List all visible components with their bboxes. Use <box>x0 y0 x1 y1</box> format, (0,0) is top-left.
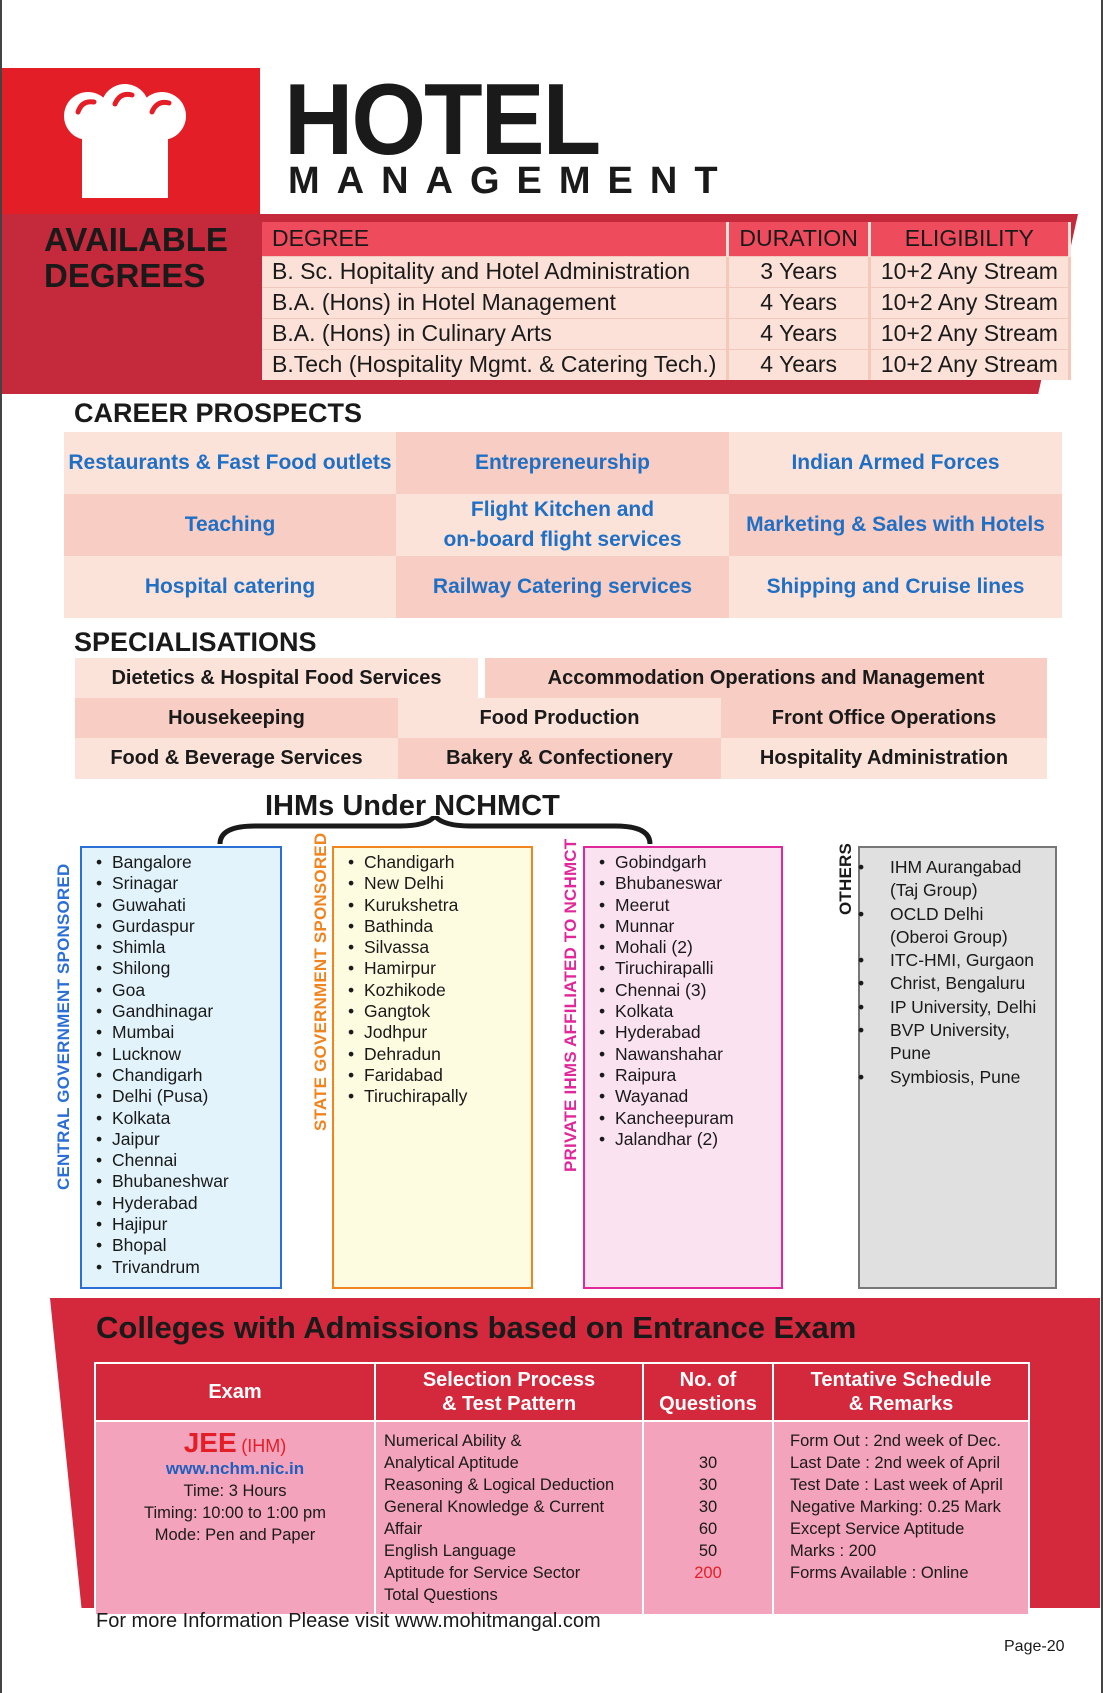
ihm-list-item: • Jaipur <box>96 1129 280 1150</box>
ihm-list-item: • Bhubaneswar <box>599 873 781 894</box>
ihm-list-item: • Kolkata <box>96 1108 280 1129</box>
brace-graphic <box>215 816 655 846</box>
degree-name: B.A. (Hons) in Hotel Management <box>262 287 728 318</box>
degree-row <box>262 256 1069 287</box>
state-label: STATE GOVERNMENT SPONSORED <box>311 832 330 1131</box>
footer-info: For more Information Please visit www.mohitmangal.com <box>96 1610 601 1632</box>
ihm-list-item: • Chandigarh <box>96 1065 280 1086</box>
state-list-box <box>332 846 533 1289</box>
questions-list <box>652 1452 764 1562</box>
degree-duration: 4 Years <box>728 318 869 349</box>
degrees-header-duration: DURATION <box>728 222 869 256</box>
career-item: Teaching <box>64 494 396 556</box>
career-item: Hospital catering <box>64 556 396 618</box>
ihm-list-item: • IHM Aurangabad (Taj Group) <box>874 856 1055 903</box>
ihm-list-item: • Dehradun <box>348 1044 531 1065</box>
specialisation-item: Accommodation Operations and Management <box>485 658 1047 698</box>
career-item: Railway Catering services <box>396 556 729 618</box>
specialisation-item: Front Office Operations <box>721 698 1047 738</box>
exam-process-cell <box>375 1421 643 1615</box>
ihm-list-item: • Jodhpur <box>348 1022 531 1043</box>
others-label: OTHERS <box>836 842 855 915</box>
question-count: 30 <box>698 1498 718 1516</box>
degree-row <box>262 349 1069 380</box>
ihm-list-item: • Gobindgarh <box>599 852 781 873</box>
process-item: Total Questions <box>384 1586 498 1604</box>
question-count: 30 <box>698 1476 718 1494</box>
process-item: Aptitude for Service Sector <box>384 1564 581 1582</box>
exam-header-process: Selection Process & Test Pattern <box>375 1363 643 1421</box>
question-count: 50 <box>698 1542 718 1560</box>
ihm-list-item: • Delhi (Pusa) <box>96 1086 280 1107</box>
degree-name: B.Tech (Hospitality Mgmt. & Catering Tech.) <box>262 349 728 380</box>
central-list <box>82 848 280 1278</box>
ihm-list-item: • OCLD Delhi (Oberoi Group) <box>874 903 1055 950</box>
others-list-box <box>858 846 1057 1289</box>
ihm-list-item: • Hyderabad <box>96 1193 280 1214</box>
question-count: 30 <box>698 1454 718 1472</box>
exam-header-schedule: Tentative Schedule & Remarks <box>773 1363 1029 1421</box>
degree-eligibility: 10+2 Any Stream <box>869 318 1069 349</box>
ihm-list-item: • Tiruchirapally <box>348 1086 531 1107</box>
state-list <box>334 848 531 1108</box>
ihm-list-item: • Wayanad <box>599 1086 781 1107</box>
degree-duration: 4 Years <box>728 287 869 318</box>
total-questions: 200 <box>694 1564 722 1582</box>
specialisations-heading: SPECIALISATIONS <box>74 627 317 657</box>
ihm-list-item: • Bhopal <box>96 1235 280 1256</box>
page-number: Page-20 <box>1004 1638 1065 1655</box>
ihm-list-item: • ITC-HMI, Gurgaon <box>874 949 1055 972</box>
ihm-list-item: • Munnar <box>599 916 781 937</box>
degree-row <box>262 318 1069 349</box>
private-list <box>585 848 781 1150</box>
process-item: Reasoning & Logical Deduction <box>384 1476 615 1494</box>
ihm-list-item: • Meerut <box>599 895 781 916</box>
ihm-list-item: • Gangtok <box>348 1001 531 1022</box>
degree-duration: 4 Years <box>728 349 869 380</box>
ihm-title: IHMs Under NCHMCT <box>265 790 560 822</box>
ihm-list-item: • Faridabad <box>348 1065 531 1086</box>
schedule-item: Forms Available : Online <box>790 1564 969 1582</box>
ihm-list-item: • Chennai <box>96 1150 280 1171</box>
process-item: General Knowledge & Current Affair <box>384 1498 605 1538</box>
ihm-list-item: • Kurukshetra <box>348 895 531 916</box>
central-list-box <box>80 846 282 1289</box>
central-label: CENTRAL GOVERNMENT SPONSORED <box>54 863 73 1190</box>
ihm-list-item: • Kozhikode <box>348 980 531 1001</box>
ihm-list-item: • Jalandhar (2) <box>599 1129 781 1150</box>
exam-schedule-cell <box>773 1421 1029 1615</box>
degrees-table <box>262 222 1071 380</box>
exam-info-cell <box>95 1421 375 1615</box>
degrees-header-eligibility: ELIGIBILITY <box>869 222 1069 256</box>
ihm-list-item: • Bathinda <box>348 916 531 937</box>
degree-row <box>262 287 1069 318</box>
exam-time: Time: 3 Hours <box>183 1482 287 1500</box>
private-label: PRIVATE IHMS AFFILIATED TO NCHMCT <box>561 838 580 1172</box>
schedule-item: Except Service Aptitude <box>790 1520 965 1538</box>
schedule-item: Last Date : 2nd week of April <box>790 1454 1001 1472</box>
specialisation-item: Hospitality Administration <box>721 738 1047 779</box>
degree-duration: 3 Years <box>728 256 869 287</box>
process-item: Analytical Aptitude <box>384 1454 519 1472</box>
ihm-list-item: • Guwahati <box>96 895 280 916</box>
specialisations-grid <box>75 658 1047 779</box>
ihm-list-item: • Bangalore <box>96 852 280 873</box>
career-item: Restaurants & Fast Food outlets <box>64 432 396 494</box>
exam-timing: Timing: 10:00 to 1:00 pm <box>144 1504 326 1522</box>
exam-name-tag: (IHM) <box>241 1436 287 1456</box>
page-title: HOTEL <box>284 63 600 177</box>
ihm-list-item: • New Delhi <box>348 873 531 894</box>
career-item: Indian Armed Forces <box>729 432 1062 494</box>
ihm-list-item: • Christ, Bengaluru <box>874 972 1055 995</box>
ihm-list-item: • BVP University, Pune <box>874 1019 1055 1066</box>
ihm-list-item: • Tiruchirapalli <box>599 958 781 979</box>
exam-table <box>94 1362 1030 1616</box>
ihm-list-item: • Mumbai <box>96 1022 280 1043</box>
career-grid <box>64 432 1062 618</box>
ihm-list-item: • Chennai (3) <box>599 980 781 1001</box>
ihm-list-item: • Gurdaspur <box>96 916 280 937</box>
ihm-list-item: • Shilong <box>96 958 280 979</box>
page-subtitle: MANAGEMENT <box>288 160 735 202</box>
degree-eligibility: 10+2 Any Stream <box>869 349 1069 380</box>
ihm-list-item: • Gandhinagar <box>96 1001 280 1022</box>
ihm-list-item: • Raipura <box>599 1065 781 1086</box>
ihm-list-item: • Bhubaneshwar <box>96 1171 280 1192</box>
degree-eligibility: 10+2 Any Stream <box>869 256 1069 287</box>
specialisation-item: Bakery & Confectionery <box>398 738 721 779</box>
specialisation-item: Food Production <box>398 698 721 738</box>
ihm-list-item: • Hamirpur <box>348 958 531 979</box>
career-item: Flight Kitchen and on-board flight services <box>396 494 729 556</box>
question-count: 60 <box>698 1520 718 1538</box>
ihm-list-item: • Mohali (2) <box>599 937 781 958</box>
others-list <box>860 848 1055 1089</box>
schedule-item: Form Out : 2nd week of Dec. <box>790 1432 1001 1450</box>
ihm-list-item: • Silvassa <box>348 937 531 958</box>
schedule-item: Test Date : Last week of April <box>790 1476 1003 1494</box>
exam-heading: Colleges with Admissions based on Entrance Exam <box>96 1310 857 1345</box>
specialisation-item: Dietetics & Hospital Food Services <box>75 658 478 698</box>
ihm-list-item: • Symbiosis, Pune <box>874 1066 1055 1089</box>
ihm-list-item: • Shimla <box>96 937 280 958</box>
schedule-item: Marks : 200 <box>790 1542 877 1560</box>
degrees-header-degree: DEGREE <box>262 222 728 256</box>
career-item: Shipping and Cruise lines <box>729 556 1062 618</box>
ihm-list-item: • Srinagar <box>96 873 280 894</box>
exam-questions-cell <box>643 1421 773 1615</box>
ihm-list-item: • Nawanshahar <box>599 1044 781 1065</box>
schedule-list <box>790 1430 1020 1584</box>
career-item: Entrepreneurship <box>396 432 729 494</box>
specialisation-item: Housekeeping <box>75 698 398 738</box>
process-item: English Language <box>384 1542 517 1560</box>
exam-header-exam: Exam <box>95 1363 375 1421</box>
specialisation-item: Food & Beverage Services <box>75 738 398 779</box>
exam-name: JEE <box>183 1427 237 1458</box>
ihm-list-item: • Goa <box>96 980 280 1001</box>
ihm-list-item: • Hajipur <box>96 1214 280 1235</box>
chef-hat-icon <box>60 82 190 200</box>
degree-name: B. Sc. Hopitality and Hotel Administration <box>262 256 728 287</box>
private-list-box <box>583 846 783 1289</box>
ihm-list-item: • Hyderabad <box>599 1022 781 1043</box>
ihm-list-item: • Trivandrum <box>96 1257 280 1278</box>
exam-mode: Mode: Pen and Paper <box>154 1526 316 1544</box>
exam-header-questions: No. of Questions <box>643 1363 773 1421</box>
schedule-item: Negative Marking: 0.25 Mark <box>790 1498 1001 1516</box>
exam-website-link[interactable]: www.nchm.nic.in <box>165 1459 305 1478</box>
degree-eligibility: 10+2 Any Stream <box>869 287 1069 318</box>
ihm-list-item: • Chandigarh <box>348 852 531 873</box>
process-list <box>384 1430 634 1606</box>
degrees-heading: AVAILABLE DEGREES <box>44 221 228 294</box>
ihm-list-item: • Lucknow <box>96 1044 280 1065</box>
career-heading: CAREER PROSPECTS <box>74 398 363 428</box>
process-item: Numerical Ability & <box>384 1432 522 1450</box>
ihm-list-item: • Kancheepuram <box>599 1108 781 1129</box>
degree-name: B.A. (Hons) in Culinary Arts <box>262 318 728 349</box>
career-item: Marketing & Sales with Hotels <box>729 494 1062 556</box>
ihm-list-item: • IP University, Delhi <box>874 996 1055 1019</box>
ihm-list-item: • Kolkata <box>599 1001 781 1022</box>
